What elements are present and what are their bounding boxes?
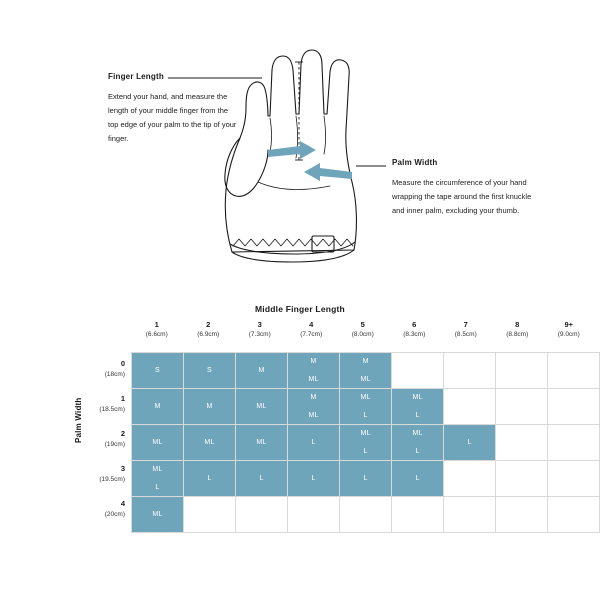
size-cell-r3-c5[interactable] <box>392 461 444 497</box>
row-header-number: 3 <box>120 464 125 474</box>
column-header-number: 3 <box>257 320 262 329</box>
size-cell-value <box>392 353 443 388</box>
column-header-7 <box>440 319 492 340</box>
size-cell-value: ML <box>132 425 183 460</box>
table-row <box>132 425 600 461</box>
size-cell-value <box>496 461 547 496</box>
size-cell-r4-c0[interactable] <box>132 497 184 533</box>
size-cell-value <box>444 353 495 388</box>
column-header-number: 4 <box>309 320 314 329</box>
column-header-measure: (8.8cm) <box>506 331 529 339</box>
size-cell-value: ML <box>236 425 287 460</box>
size-cell-r1-c3[interactable] <box>288 389 340 425</box>
column-header-number: 6 <box>412 320 417 329</box>
size-cell-r2-c5[interactable] <box>392 425 444 461</box>
column-header-measure: (7.3cm) <box>248 331 271 339</box>
size-cell-r0-c5[interactable] <box>392 353 444 389</box>
size-cell-value <box>236 497 287 532</box>
row-header-number: 0 <box>120 359 125 369</box>
size-cell-r2-c8[interactable] <box>548 425 600 461</box>
size-cell-value: M <box>236 353 287 388</box>
hand-glove-drawing <box>0 0 600 285</box>
size-cell-r3-c1[interactable] <box>184 461 236 497</box>
row-header-3 <box>83 457 129 492</box>
column-header-number: 1 <box>154 320 159 329</box>
size-cell-bottom: L <box>132 479 183 497</box>
size-cell-r2-c0[interactable] <box>132 425 184 461</box>
size-cell-top: M <box>288 353 339 371</box>
size-cell-r1-c7[interactable] <box>496 389 548 425</box>
size-cell-bottom: L <box>392 407 443 425</box>
finger-length-title: Finger Length <box>108 72 164 81</box>
palm-width-description: Measure the circumference of your hand wrapping the tape around the first knuckle and inner palm, excluding your thumb. <box>392 178 532 215</box>
size-cell-r0-c7[interactable] <box>496 353 548 389</box>
size-cell-top: M <box>288 389 339 407</box>
row-header-measure: (18cm) <box>104 371 125 379</box>
row-header-0 <box>83 352 129 387</box>
finger-length-description: Extend your hand, and measure the length of your middle finger from the top edge of your palm to the tip of your finger. <box>108 92 237 143</box>
column-header-1 <box>131 319 183 340</box>
size-cell-value: L <box>288 461 339 496</box>
column-header-number: 9+ <box>564 320 574 329</box>
row-header-measure: (19.5cm) <box>99 476 125 484</box>
table-row <box>132 461 600 497</box>
size-cell-r4-c3[interactable] <box>288 497 340 533</box>
column-header-6 <box>389 319 441 340</box>
size-cell-value <box>444 461 495 496</box>
column-header-measure: (6.9cm) <box>197 331 220 339</box>
size-cell-top: ML <box>340 425 391 443</box>
size-cell-value <box>548 425 599 460</box>
size-cell-r3-c7[interactable] <box>496 461 548 497</box>
size-cell-r4-c8[interactable] <box>548 497 600 533</box>
size-cell-value <box>340 497 391 532</box>
size-cell-r3-c6[interactable] <box>444 461 496 497</box>
size-cell-r4-c2[interactable] <box>236 497 288 533</box>
size-cell-r3-c0[interactable] <box>132 461 184 497</box>
row-headers <box>83 352 129 527</box>
size-cell-r4-c6[interactable] <box>444 497 496 533</box>
chart-ylabel: Palm Width <box>74 397 83 443</box>
column-header-measure: (8.0cm) <box>351 331 374 339</box>
size-cell-value <box>444 389 495 424</box>
size-cell-bottom: L <box>340 443 391 461</box>
column-header-number: 8 <box>515 320 520 329</box>
size-cell-r4-c4[interactable] <box>340 497 392 533</box>
table-row <box>132 353 600 389</box>
size-cell-bottom: ML <box>288 407 339 425</box>
column-header-8 <box>492 319 544 340</box>
size-cell-value <box>548 353 599 388</box>
column-header-9+ <box>543 319 595 340</box>
size-cell-value <box>496 389 547 424</box>
size-cell-r0-c1[interactable] <box>184 353 236 389</box>
size-cell-r1-c4[interactable] <box>340 389 392 425</box>
size-cell-r3-c3[interactable] <box>288 461 340 497</box>
row-header-number: 1 <box>120 394 125 404</box>
row-header-measure: (20cm) <box>104 511 125 519</box>
size-cell-bottom: ML <box>288 371 339 389</box>
size-cell-r3-c8[interactable] <box>548 461 600 497</box>
size-cell-r0-c8[interactable] <box>548 353 600 389</box>
size-cell-value: L <box>444 425 495 460</box>
finger-length-callout <box>108 72 238 146</box>
row-header-number: 2 <box>120 429 125 439</box>
column-header-3 <box>234 319 286 340</box>
size-cell-value <box>392 497 443 532</box>
size-cell-bottom: ML <box>340 371 391 389</box>
size-cell-value: M <box>132 389 183 424</box>
size-cell-value: L <box>288 425 339 460</box>
size-cell-top: ML <box>392 389 443 407</box>
size-cell-value <box>496 353 547 388</box>
size-cell-value <box>548 461 599 496</box>
size-cell-value: ML <box>184 425 235 460</box>
column-header-measure: (9.0cm) <box>557 331 580 339</box>
size-cell-value: ML <box>132 497 183 532</box>
size-chart <box>0 295 600 595</box>
column-header-measure: (7.7cm) <box>300 331 323 339</box>
row-header-number: 4 <box>120 499 125 509</box>
size-cell-r4-c1[interactable] <box>184 497 236 533</box>
size-cell-r2-c2[interactable] <box>236 425 288 461</box>
row-header-1 <box>83 387 129 422</box>
column-header-number: 7 <box>463 320 468 329</box>
size-cell-r0-c0[interactable] <box>132 353 184 389</box>
table-row <box>132 389 600 425</box>
column-header-measure: (8.5cm) <box>454 331 477 339</box>
column-header-number: 2 <box>206 320 211 329</box>
size-cell-r0-c2[interactable] <box>236 353 288 389</box>
column-header-measure: (6.6cm) <box>145 331 168 339</box>
palm-width-title: Palm Width <box>392 158 438 167</box>
row-header-measure: (19cm) <box>104 441 125 449</box>
size-cell-value <box>548 389 599 424</box>
column-headers <box>131 319 595 340</box>
column-header-measure: (8.3cm) <box>403 331 426 339</box>
column-header-4 <box>286 319 338 340</box>
size-cell-value: M <box>184 389 235 424</box>
row-header-2 <box>83 422 129 457</box>
size-cell-top: ML <box>132 461 183 479</box>
size-cell-value <box>184 497 235 532</box>
size-cell-bottom: L <box>340 407 391 425</box>
size-cell-r0-c4[interactable] <box>340 353 392 389</box>
size-cell-r4-c5[interactable] <box>392 497 444 533</box>
palm-width-callout <box>392 158 542 218</box>
glove-measurement-illustration <box>0 0 600 285</box>
size-cell-bottom: L <box>392 443 443 461</box>
size-cell-r3-c4[interactable] <box>340 461 392 497</box>
size-cell-r2-c3[interactable] <box>288 425 340 461</box>
size-cell-value <box>444 497 495 532</box>
size-grid <box>131 352 600 533</box>
size-cell-r1-c8[interactable] <box>548 389 600 425</box>
size-cell-r1-c6[interactable] <box>444 389 496 425</box>
size-cell-value <box>496 425 547 460</box>
row-header-4 <box>83 492 129 527</box>
size-cell-r3-c2[interactable] <box>236 461 288 497</box>
size-cell-top: ML <box>340 389 391 407</box>
size-cell-r0-c3[interactable] <box>288 353 340 389</box>
table-row <box>132 497 600 533</box>
size-cell-value <box>496 497 547 532</box>
size-cell-value <box>288 497 339 532</box>
size-cell-r4-c7[interactable] <box>496 497 548 533</box>
size-cell-r2-c1[interactable] <box>184 425 236 461</box>
column-header-number: 5 <box>360 320 365 329</box>
size-cell-top: M <box>340 353 391 371</box>
row-header-measure: (18.5cm) <box>99 406 125 414</box>
size-cell-value: L <box>184 461 235 496</box>
size-cell-r1-c1[interactable] <box>184 389 236 425</box>
size-cell-value <box>548 497 599 532</box>
column-header-2 <box>183 319 235 340</box>
size-cell-value: L <box>236 461 287 496</box>
size-cell-r1-c5[interactable] <box>392 389 444 425</box>
size-cell-value: S <box>132 353 183 388</box>
size-cell-value: L <box>340 461 391 496</box>
size-cell-r1-c2[interactable] <box>236 389 288 425</box>
size-cell-r0-c6[interactable] <box>444 353 496 389</box>
column-header-5 <box>337 319 389 340</box>
palm-width-arrows <box>268 141 352 181</box>
size-cell-value: S <box>184 353 235 388</box>
size-cell-top: ML <box>392 425 443 443</box>
size-cell-r1-c0[interactable] <box>132 389 184 425</box>
chart-title: Middle Finger Length <box>255 304 345 314</box>
size-cell-value: ML <box>236 389 287 424</box>
size-cell-value: L <box>392 461 443 496</box>
size-cell-r2-c6[interactable] <box>444 425 496 461</box>
size-cell-r2-c7[interactable] <box>496 425 548 461</box>
size-cell-r2-c4[interactable] <box>340 425 392 461</box>
